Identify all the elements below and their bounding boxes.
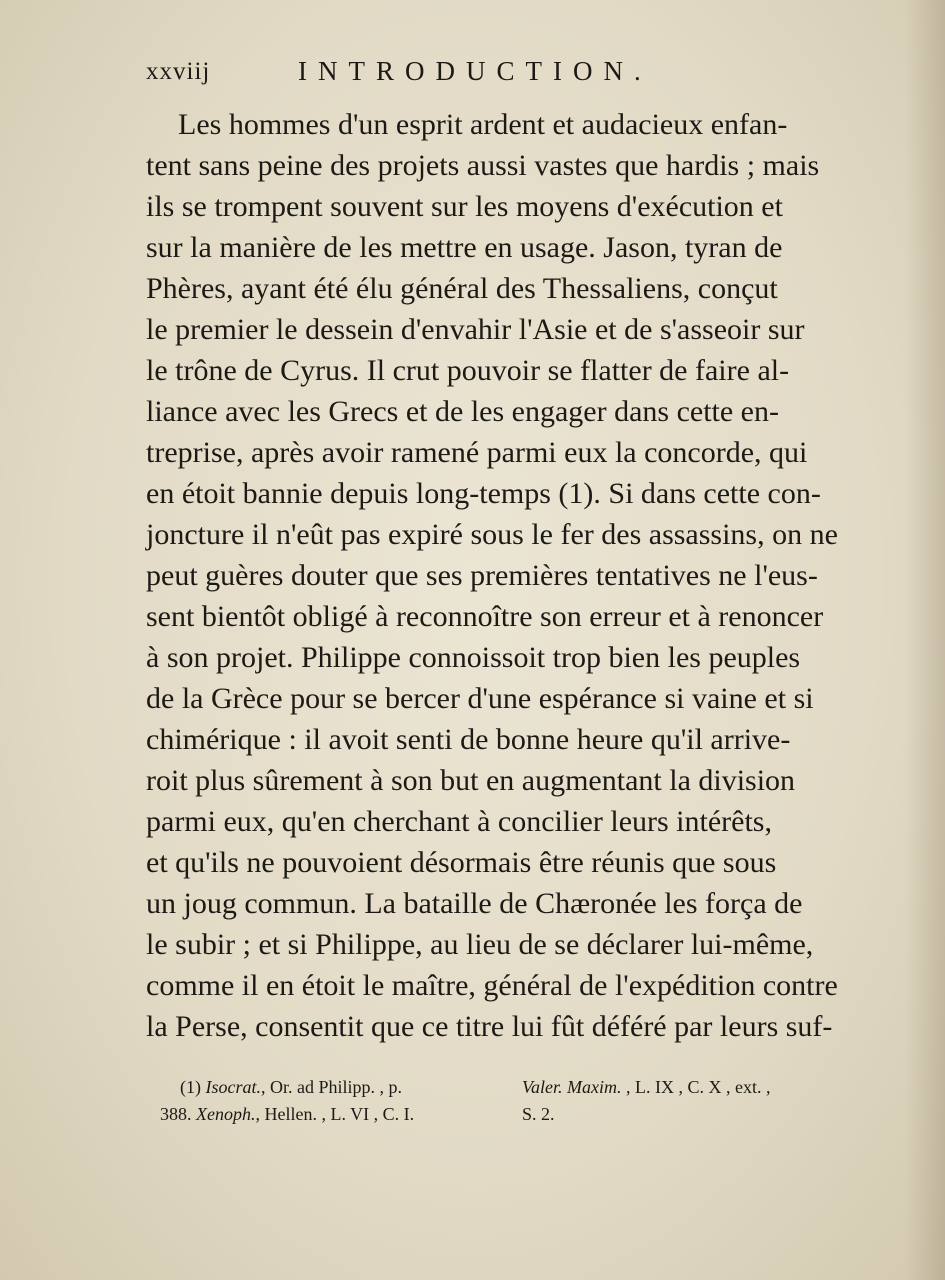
body-line: de la Grèce pour se bercer d'une espérance si vaine et si — [146, 682, 814, 715]
body-line: roit plus sûrement à son but en augmentant la division — [146, 764, 796, 797]
body-line: le premier le dessein d'envahir l'Asie et de s'asseoir sur — [146, 313, 805, 346]
body-line: parmi eux, qu'en cherchant à concilier leurs intérêts, — [146, 805, 772, 838]
body-line: un joug commun. La bataille de Chæronée les força de — [146, 887, 803, 920]
body-line: ils se trompent souvent sur les moyens d'exécution et — [146, 190, 783, 223]
body-line: en étoit bannie depuis long-temps (1). Si dans cette con- — [146, 477, 821, 510]
body-line: chimérique : il avoit senti de bonne heure qu'il arrive- — [146, 723, 791, 756]
body-line: joncture il n'eût pas expiré sous le fer des assassins, on ne — [146, 518, 838, 551]
body-line: comme il en étoit le maître, général de l'expédition contre — [146, 969, 838, 1002]
footnote-line: S. 2. — [522, 1104, 555, 1124]
body-line: à son projet. Philippe connoissoit trop bien les peuples — [146, 641, 801, 674]
footnote-line: Valer. Maxim. , L. IX , C. X , ext. , — [522, 1077, 771, 1097]
footnote-column-right — [522, 1074, 852, 1128]
body-line: le subir ; et si Philippe, au lieu de se déclarer lui-même, — [146, 928, 814, 961]
footnote-line: 388. Xenoph., Hellen. , L. VI , C. I. — [160, 1104, 415, 1124]
body-line: la Perse, consentit que ce titre lui fût déféré par leurs suf- — [146, 1010, 833, 1043]
body-line: liance avec les Grecs et de les engager dans cette en- — [146, 395, 779, 428]
page-header — [146, 56, 706, 90]
body-line: le trône de Cyrus. Il crut pouvoir se flatter de faire al- — [146, 354, 790, 387]
body-line: Les hommes d'un esprit ardent et audacieux enfan- — [178, 108, 788, 141]
body-line: Phères, ayant été élu général des Thessaliens, conçut — [146, 272, 778, 305]
body-line: peut guères douter que ses premières tentatives ne l'eus- — [146, 559, 818, 592]
page-number: xxviij — [146, 58, 211, 85]
body-line: sur la manière de les mettre en usage. Jason, tyran de — [146, 231, 783, 264]
running-title: INTRODUCTION. — [298, 56, 652, 86]
footnote-line: (1) Isocrat., Or. ad Philipp. , p. — [180, 1077, 403, 1097]
body-line: treprise, après avoir ramené parmi eux la concorde, qui — [146, 436, 808, 469]
body-line: et qu'ils ne pouvoient désormais être réunis que sous — [146, 846, 777, 879]
body-line: tent sans peine des projets aussi vastes que hardis ; mais — [146, 149, 820, 182]
body-line: sent bientôt obligé à reconnoître son erreur et à renoncer — [146, 600, 824, 633]
footnote-column-left — [160, 1074, 500, 1128]
page-edge-shadow — [905, 0, 945, 1280]
